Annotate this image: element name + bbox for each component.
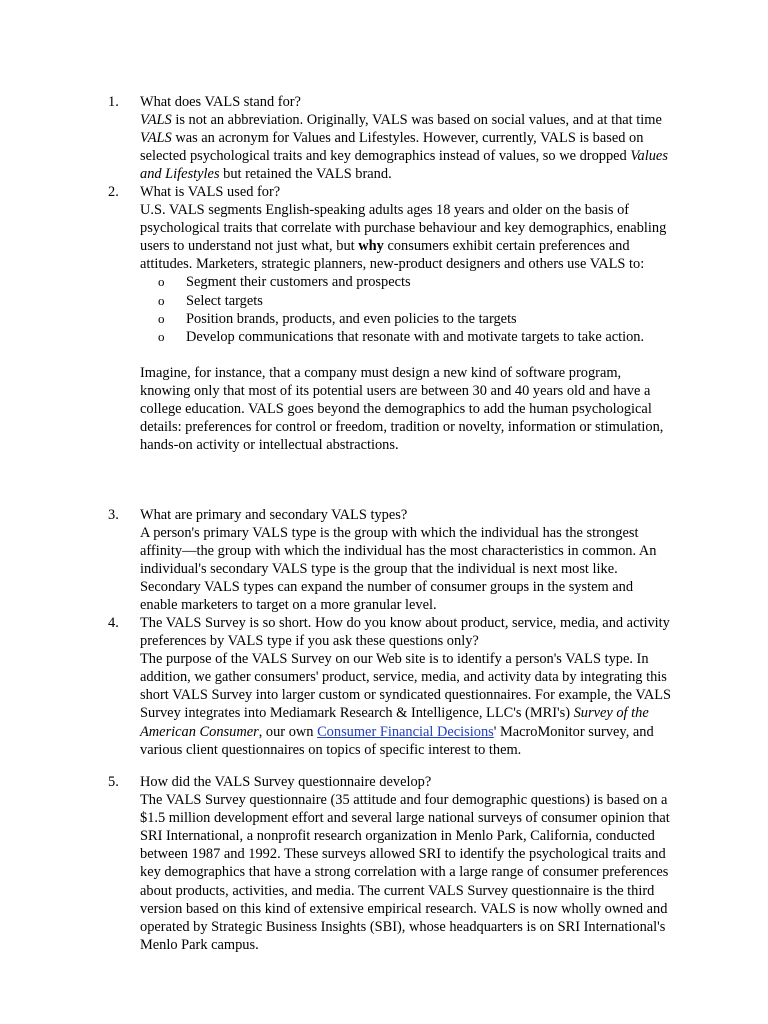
answer-text: The VALS Survey questionnaire (35 attitude and four demographic questions) is based on a $1.5 million development effort and several large national surveys of consumer opinion that SRI International, a nonprofit research organization in Menlo Park, California, conducted between 1987 and 1992. These surveys allowed SRI to identify the psychological traits and key demographics that have a strong correlation with a large range of consumer preferences about products, activities, and media. The current VALS Survey questionnaire is the third version based on this kind of extensive empirical research. VALS is now wholly owned and operated by Strategic Business Insights (SBI), whose headquarters is on SRI International's Menlo Park campus.: [140, 792, 670, 953]
list-item: [140, 310, 672, 328]
list-item: [140, 273, 672, 291]
faq-item-4: [108, 614, 672, 759]
answer-italic: Values and Lifestyles: [140, 148, 668, 183]
answer-span: was an acronym for Values and Lifestyles. However, currently, VALS is based on selected psychological traits and key demographics instead of values, so we dropped: [140, 130, 644, 165]
faq-item-2: [108, 183, 672, 454]
item-number: 2.: [108, 184, 119, 200]
list-item: [140, 292, 672, 310]
bullet-marker: o: [158, 328, 165, 344]
answer-italic: VALS: [140, 130, 172, 147]
bullet-list: [140, 273, 672, 345]
answer-span: but retained the VALS brand.: [219, 166, 392, 183]
list-item-text: Select targets: [186, 292, 263, 309]
answer-bold: why: [358, 238, 384, 255]
answer-italic: VALS: [140, 112, 172, 129]
faq-item-3: [108, 506, 672, 615]
item-number: 5.: [108, 774, 119, 790]
answer-italic: Survey of the American Consumer: [140, 705, 649, 740]
list-item-text: Develop communications that resonate with and motivate targets to take action.: [186, 328, 645, 345]
answer-text: [140, 111, 672, 183]
bullet-marker: o: [158, 292, 165, 308]
answer-span: U.S. VALS segments English-speaking adults ages 18 years and older on the basis of psychological traits that correlate with purchase behaviour and key demographics, enabling users to understand not just what, but: [140, 202, 667, 255]
faq-item-1: [108, 93, 672, 183]
answer-span: The purpose of the VALS Survey on our Web site is to identify a person's VALS type. In addition, we gather consumers' product, service, media, and activity data by integrating this short VALS Survey into larger custom or syndicated questionnaires. For example, the VALS Survey integrates into Mediamark Research & Intelligence, LLC's (MRI's): [140, 651, 672, 722]
answer-text: A person's primary VALS type is the group with which the individual has the strongest affinity—the group with which the individual has the most characteristics in common. An individual's secondary VALS type is the group that the individual is next most like. Secondary VALS types can expand the number of consumer groups in the system and enable marketers to target on a more granular level.: [140, 525, 657, 614]
item-number: 3.: [108, 507, 119, 523]
consumer-financial-decisions-link[interactable]: Consumer Financial Decisions: [317, 723, 494, 740]
list-item-text: Position brands, products, and even policies to the targets: [186, 310, 517, 327]
item-number: 1.: [108, 94, 119, 110]
answer-span: ' MacroMonitor survey, and various client questionnaires on topics of specific interest to them.: [140, 723, 654, 758]
bullet-marker: o: [158, 274, 165, 290]
question-text: The VALS Survey is so short. How do you know about product, service, media, and activity preferences by VALS type if you ask these questions only?: [140, 615, 670, 650]
answer-span: is not an abbreviation. Originally, VALS was based on social values, and at that time: [171, 112, 662, 129]
question-text: How did the VALS Survey questionnaire develop?: [140, 774, 432, 790]
answer-span: consumers exhibit certain preferences and attitudes. Marketers, strategic planners, new-product designers and others use VALS to:: [140, 238, 645, 273]
question-text: What does VALS stand for?: [140, 94, 301, 110]
bullet-marker: o: [158, 310, 165, 326]
list-item: [140, 328, 672, 346]
answer-text: [140, 650, 672, 759]
question-text: What are primary and secondary VALS types?: [140, 507, 408, 523]
list-item-text: Segment their customers and prospects: [186, 274, 411, 291]
item-number: 4.: [108, 615, 119, 631]
answer-text: [140, 201, 672, 273]
question-text: What is VALS used for?: [140, 184, 281, 200]
faq-item-5: [108, 773, 672, 954]
answer-span: , our own: [258, 723, 318, 740]
paragraph: Imagine, for instance, that a company must design a new kind of software program, knowing only that most of its potential users are between 30 and 40 years old and have a college education. VALS goes beyond the demographics to add the human psychological details: preferences for control or freedom, tradition or novelty, information or stimulation, hands-on activity or intellectual abstractions.: [140, 364, 664, 454]
